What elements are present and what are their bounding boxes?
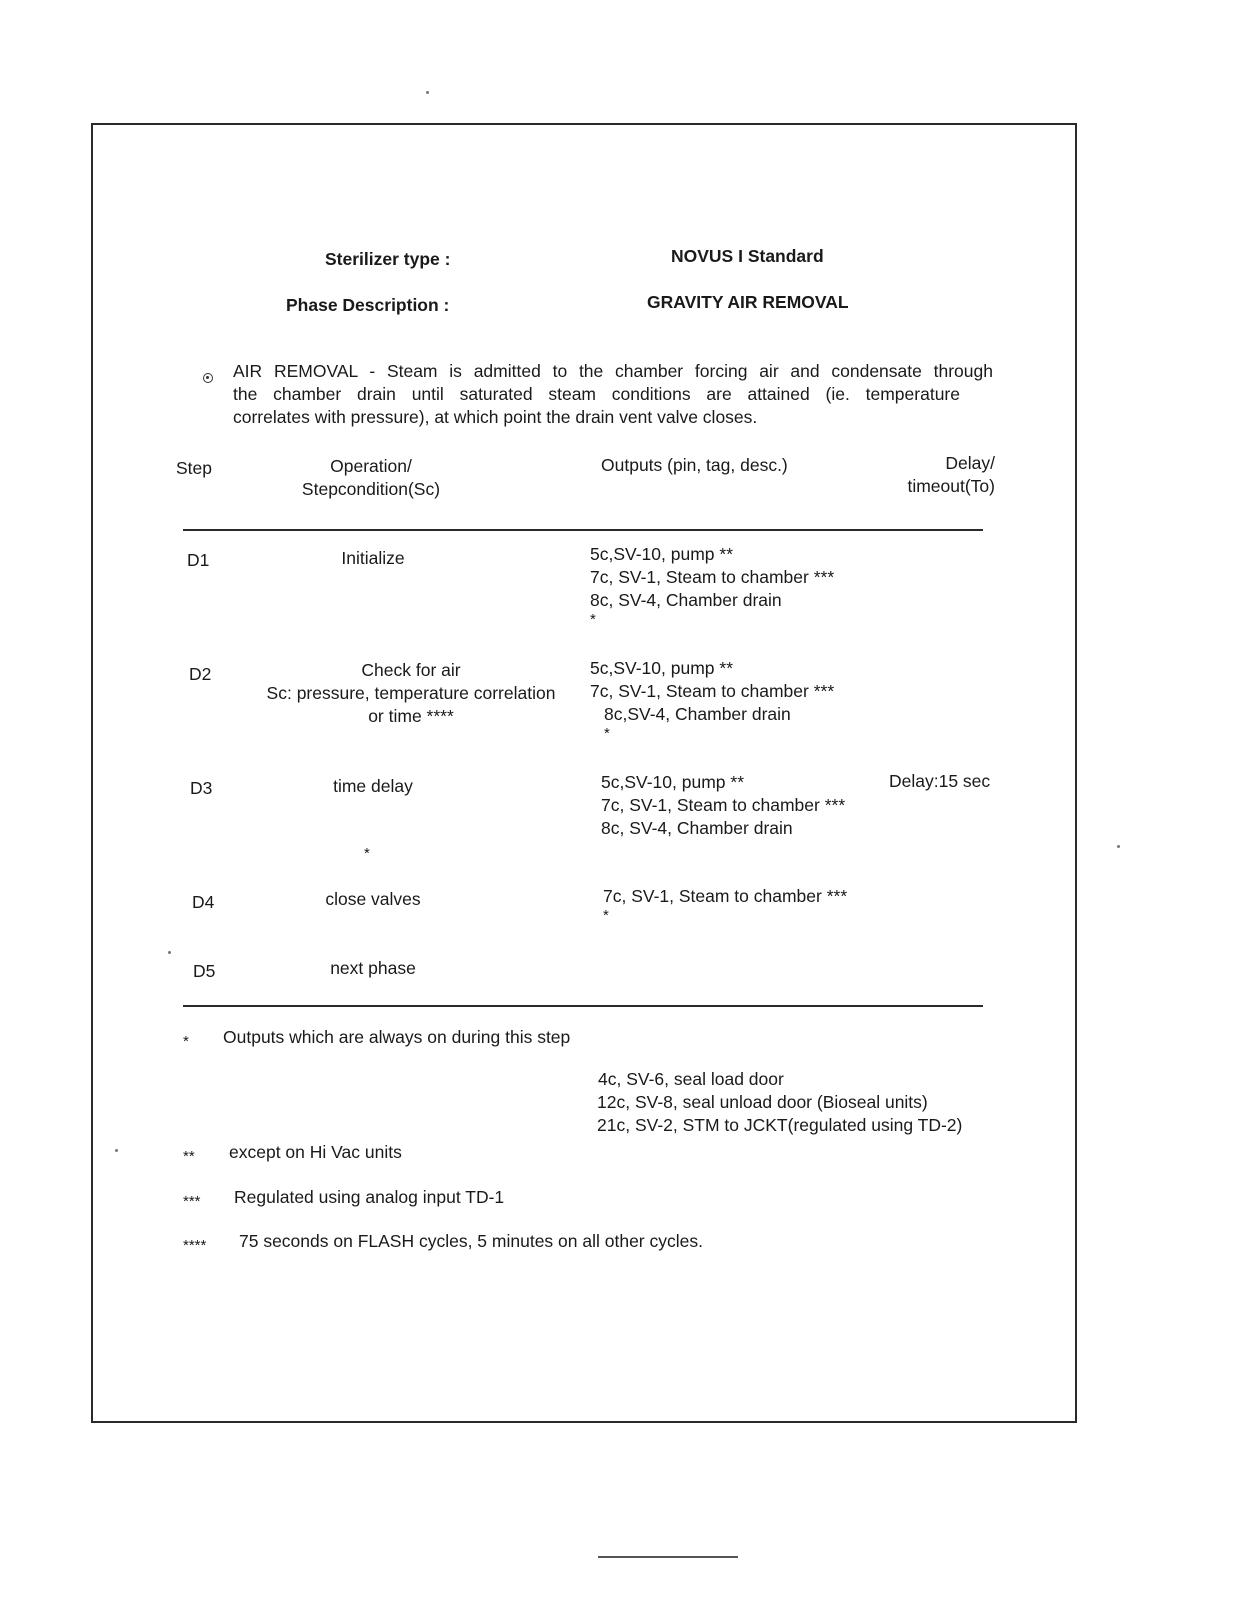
output-line: 5c,SV-10, pump **	[590, 544, 733, 564]
header-delay-line: Delay/	[945, 453, 995, 473]
header-operation-line: Operation/	[330, 456, 412, 476]
output-line: 5c,SV-10, pump **	[590, 658, 733, 678]
paragraph-line: AIR REMOVAL - Steam is admitted to the chamber forcing air and condensate through	[233, 361, 993, 381]
outputs-d2	[590, 657, 834, 742]
header-delay-line: timeout(To)	[907, 476, 995, 496]
step-d2: D2	[189, 664, 212, 684]
outputs-d1	[590, 543, 834, 628]
note-2-mark: **	[183, 1148, 195, 1165]
scan-speck	[115, 1149, 118, 1152]
sterilizer-type-value: NOVUS I Standard	[671, 246, 824, 266]
always-on-line: 12c, SV-8, seal unload door (Bioseal units)	[597, 1092, 928, 1112]
output-line: 7c, SV-1, Steam to chamber ***	[590, 681, 835, 701]
output-line: 8c, SV-4, Chamber drain	[601, 818, 793, 838]
output-line: *	[603, 907, 609, 924]
paragraph-line: correlates with pressure), at which point the drain vent valve closes.	[233, 407, 758, 427]
sterilizer-type-label: Sterilizer type :	[325, 249, 451, 269]
operation-d2	[231, 659, 591, 728]
output-line: 7c, SV-1, Steam to chamber ***	[603, 886, 848, 906]
note-4-text: 75 seconds on FLASH cycles, 5 minutes on all other cycles.	[239, 1231, 703, 1251]
scan-speck	[426, 91, 429, 94]
operation-d3-mark: *	[364, 845, 370, 862]
header-operation	[251, 455, 491, 501]
phase-description-label: Phase Description :	[286, 295, 450, 315]
header-step: Step	[176, 458, 212, 478]
circled-dot-icon	[203, 373, 213, 383]
always-on-outputs	[597, 1068, 962, 1137]
step-d3: D3	[190, 778, 213, 798]
header-outputs: Outputs (pin, tag, desc.)	[601, 455, 788, 475]
paragraph-line: the chamber drain until saturated steam conditions are attained (ie. temperature	[233, 384, 960, 404]
note-4-mark: ****	[183, 1237, 207, 1254]
header-delay	[880, 452, 995, 498]
output-line: 8c,SV-4, Chamber drain	[604, 704, 791, 724]
output-line: 7c, SV-1, Steam to chamber ***	[601, 795, 846, 815]
note-3-mark: ***	[183, 1193, 201, 1210]
output-line: 5c,SV-10, pump **	[601, 772, 744, 792]
output-line: 7c, SV-1, Steam to chamber ***	[590, 567, 835, 587]
operation-line: or time ****	[368, 706, 454, 726]
always-on-line: 4c, SV-6, seal load door	[598, 1069, 784, 1089]
always-on-line: 21c, SV-2, STM to JCKT(regulated using TD-2)	[597, 1115, 963, 1135]
operation-line: Check for air	[361, 660, 461, 680]
operation-d4: close valves	[325, 889, 421, 909]
step-d1: D1	[187, 550, 210, 570]
note-1-text: Outputs which are always on during this step	[223, 1027, 571, 1047]
scan-speck	[168, 951, 171, 954]
note-3-text: Regulated using analog input TD-1	[234, 1187, 505, 1207]
operation-d3: time delay	[333, 776, 413, 796]
scan-mark	[598, 1556, 738, 1558]
phase-description-value: GRAVITY AIR REMOVAL	[647, 292, 849, 312]
table-bottom-rule	[183, 1005, 983, 1007]
note-2-text: except on Hi Vac units	[229, 1142, 402, 1162]
step-d5: D5	[193, 961, 216, 981]
table-top-rule	[183, 529, 983, 531]
header-operation-line: Stepcondition(Sc)	[301, 479, 441, 499]
output-line: *	[604, 725, 610, 742]
output-line: 8c, SV-4, Chamber drain	[590, 590, 782, 610]
operation-line: Sc: pressure, temperature correlation	[266, 683, 556, 703]
operation-d5: next phase	[330, 958, 416, 978]
delay-d3: Delay:15 sec	[889, 771, 991, 791]
note-1-mark: *	[183, 1033, 189, 1050]
outputs-d3	[601, 771, 845, 840]
output-line: *	[590, 611, 596, 628]
phase-description-paragraph	[233, 360, 993, 429]
outputs-d4	[603, 885, 847, 924]
scan-speck	[1117, 845, 1120, 848]
operation-d1: Initialize	[341, 548, 405, 568]
step-d4: D4	[192, 892, 215, 912]
